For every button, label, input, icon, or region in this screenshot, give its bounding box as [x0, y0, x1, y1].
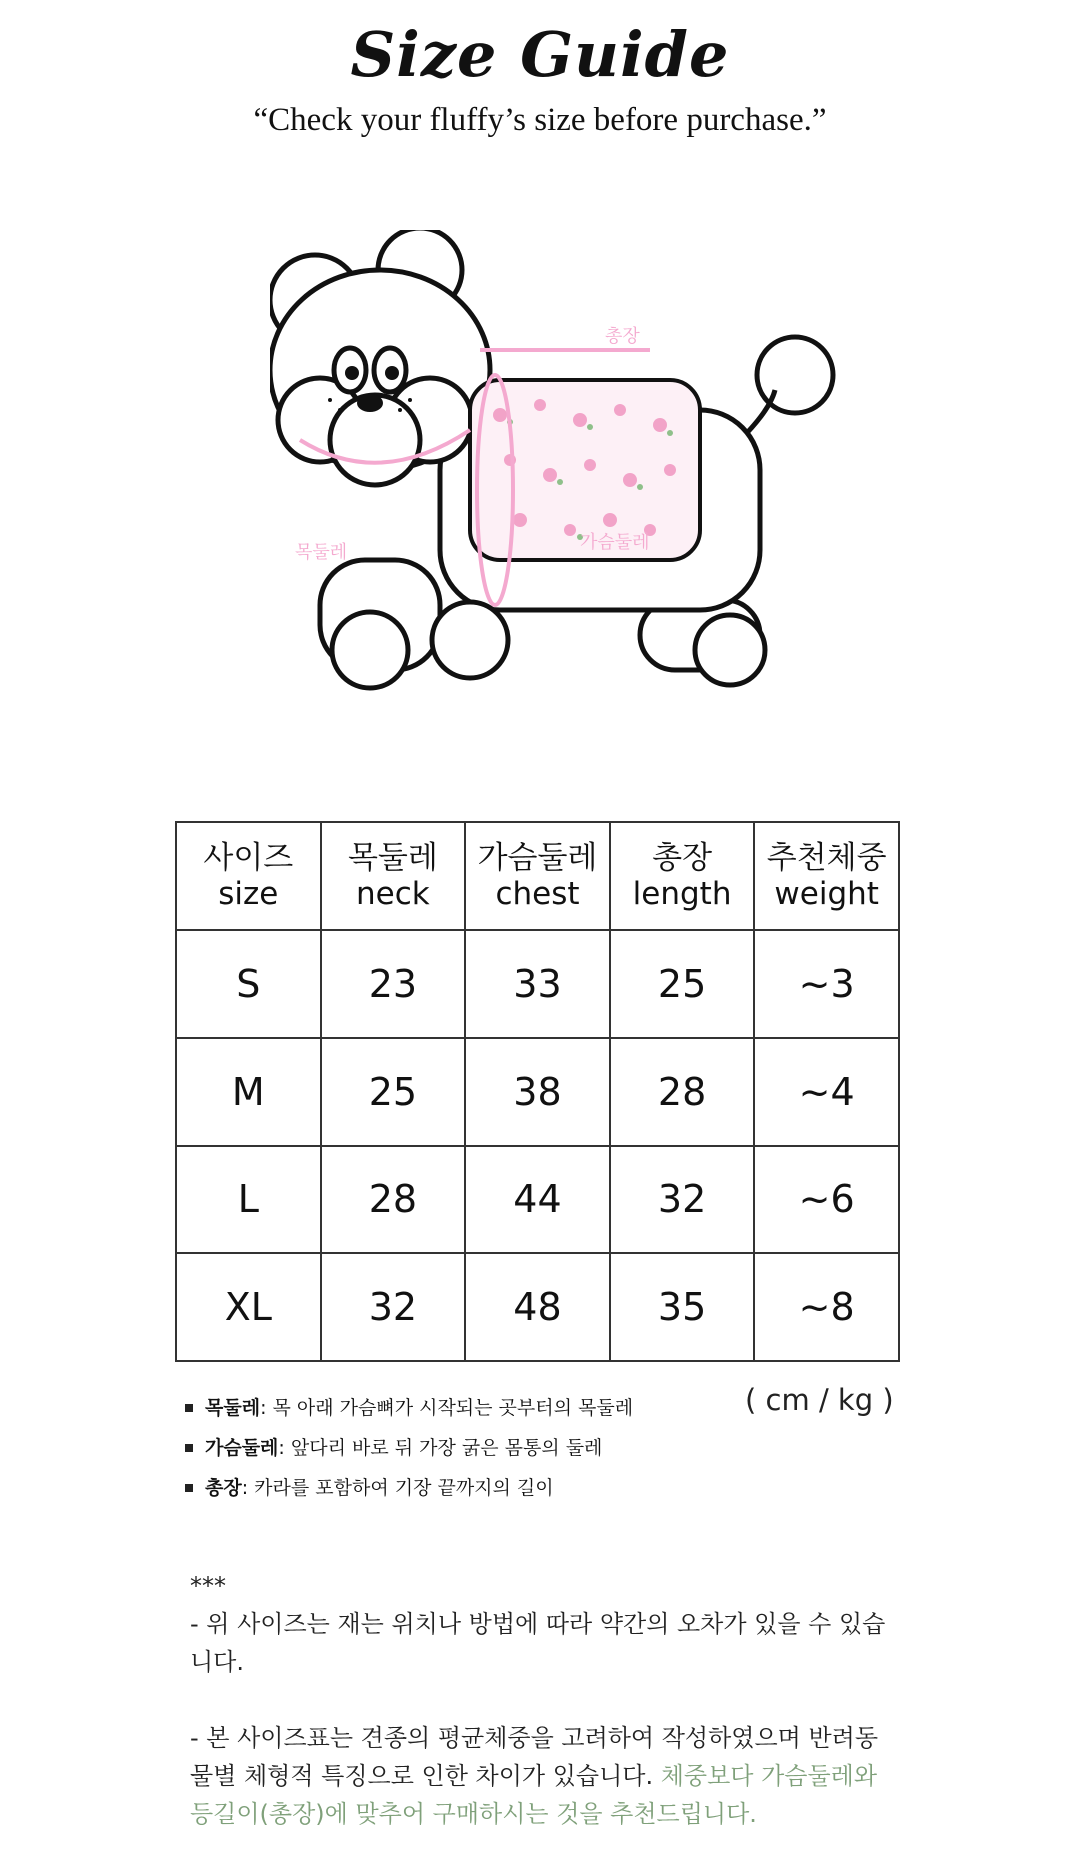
cell-size: S	[176, 930, 321, 1038]
unit-label: ( cm / kg )	[745, 1383, 894, 1417]
square-bullet-icon	[185, 1484, 193, 1492]
remark-2-line-b: 물별 체형적 특징으로 인한 차이가 있습니다. 체중보다 가슴둘레와	[190, 1762, 878, 1790]
cell-neck: 32	[321, 1253, 466, 1361]
table-row	[176, 1253, 899, 1361]
header-weight: 추천체중 weight	[754, 822, 899, 930]
cell-length: 32	[610, 1146, 755, 1254]
cell-length: 28	[610, 1038, 755, 1146]
remark-2-line-a: - 본 사이즈표는 견종의 평균체중을 고려하여 작성하였으며 반려동	[190, 1724, 879, 1752]
header-size: 사이즈 size	[176, 822, 321, 930]
note-chest: 가슴둘레 : 앞다리 바로 뒤 가장 굵은 몸통의 둘레	[185, 1428, 633, 1468]
table-header-row	[176, 822, 899, 930]
cell-neck: 28	[321, 1146, 466, 1254]
note-length: 총장 : 카라를 포함하여 기장 끝까지의 길이	[185, 1468, 633, 1508]
cell-neck: 25	[321, 1038, 466, 1146]
header-chest: 가슴둘레 chest	[465, 822, 610, 930]
cell-chest: 48	[465, 1253, 610, 1361]
measurement-notes	[185, 1388, 633, 1508]
cell-chest: 33	[465, 930, 610, 1038]
cell-length: 35	[610, 1253, 755, 1361]
cell-weight: ~4	[754, 1038, 899, 1146]
dog-drawing	[270, 230, 870, 710]
dog-illustration	[270, 230, 870, 710]
size-table	[175, 821, 900, 1362]
table-row	[176, 1146, 899, 1254]
note-neck: 목둘레 : 목 아래 가슴뼈가 시작되는 곳부터의 목둘레	[185, 1388, 633, 1428]
remark-1-line-b: 니다.	[190, 1648, 244, 1676]
remark-2-line-c: 등길이(총장)에 맞추어 구매하시는 것을 추천드립니다.	[190, 1800, 757, 1828]
header-neck: 목둘레 neck	[321, 822, 466, 930]
cell-weight: ~6	[754, 1146, 899, 1254]
square-bullet-icon	[185, 1444, 193, 1452]
header-length: 총장 length	[610, 822, 755, 930]
table-row	[176, 930, 899, 1038]
cell-size: L	[176, 1146, 321, 1254]
page-subtitle: “Check your fluffy’s size before purchase.”	[253, 102, 827, 138]
cell-length: 25	[610, 930, 755, 1038]
remark-1-line-a: - 위 사이즈는 재는 위치나 방법에 따라 약간의 오차가 있을 수 있습	[190, 1610, 886, 1638]
length-label: 총장	[605, 326, 640, 347]
cell-chest: 44	[465, 1146, 610, 1254]
cell-size: M	[176, 1038, 321, 1146]
cell-chest: 38	[465, 1038, 610, 1146]
cell-weight: ~3	[754, 930, 899, 1038]
square-bullet-icon	[185, 1404, 193, 1412]
table-row	[176, 1038, 899, 1146]
chest-label: 가슴둘레	[580, 532, 650, 553]
remarks-stars: ***	[190, 1572, 226, 1600]
neck-label: 목둘레	[295, 542, 348, 563]
remark-2-highlight: 체중보다 가슴둘레와	[653, 1762, 878, 1790]
page-title: Size Guide	[350, 18, 730, 91]
cell-weight: ~8	[754, 1253, 899, 1361]
cell-neck: 23	[321, 930, 466, 1038]
remarks	[190, 1567, 910, 1833]
cell-size: XL	[176, 1253, 321, 1361]
